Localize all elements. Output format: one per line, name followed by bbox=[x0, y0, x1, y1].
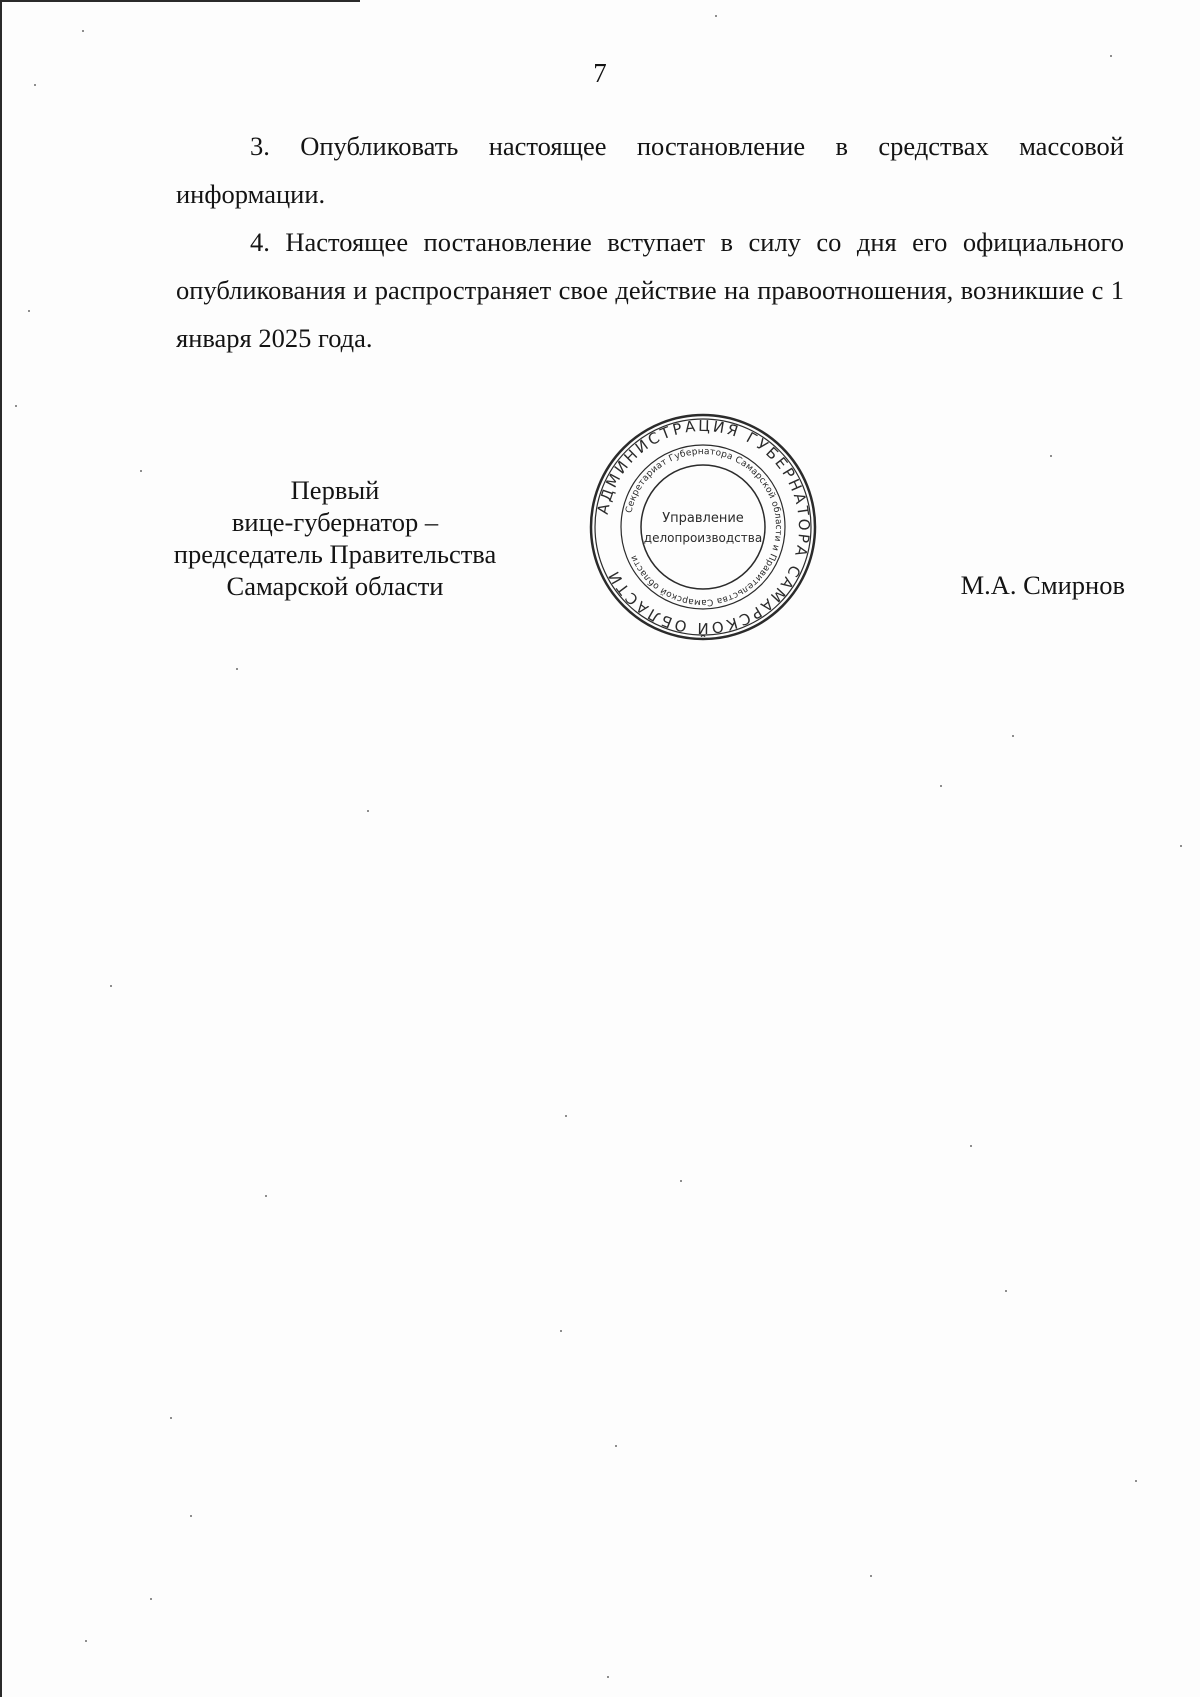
scan-speck bbox=[715, 15, 717, 17]
scan-speck bbox=[110, 985, 112, 987]
scan-speck bbox=[1005, 1290, 1007, 1292]
signatory-position-line: Первый bbox=[290, 475, 380, 505]
scan-speck bbox=[15, 405, 17, 407]
scan-speck bbox=[1050, 455, 1052, 457]
seal-graphic bbox=[588, 412, 818, 642]
scan-speck bbox=[236, 668, 238, 670]
scan-speck bbox=[265, 1195, 267, 1197]
seal-center-line-1: Управление bbox=[662, 511, 744, 526]
scan-speck bbox=[150, 1598, 152, 1600]
scan-speck bbox=[85, 1640, 87, 1642]
seal-outer-textpath: АДМИНИСТРАЦИЯ ГУБЕРНАТОРА САМАРСКОЙ ОБЛАСТИ bbox=[593, 416, 814, 638]
paragraph-3: 3. Опубликовать настоящее постановление в средствах массовой информации. bbox=[176, 131, 1124, 209]
signatory-name: М.А. Смирнов bbox=[960, 570, 1125, 600]
page-number: 7 bbox=[593, 58, 607, 88]
scan-speck bbox=[970, 1145, 972, 1147]
scan-edge-line bbox=[0, 0, 2, 1697]
signatory-position-line: председатель Правительства bbox=[173, 539, 497, 569]
scan-speck bbox=[940, 785, 942, 787]
scan-speck bbox=[367, 810, 369, 812]
paragraph-4: 4. Настоящее постановление вступает в силу со дня его официального опубликования и распространяет свое действие на правоотношения, возникшие с 1 января 2025 года. bbox=[176, 227, 1124, 353]
body-text bbox=[176, 122, 1124, 362]
signatory-position-line: вице-губернатор – bbox=[231, 507, 439, 537]
official-seal-stamp bbox=[588, 412, 818, 642]
scan-speck bbox=[1012, 735, 1014, 737]
scan-speck bbox=[34, 84, 36, 86]
scan-speck bbox=[1110, 55, 1112, 57]
signatory-position bbox=[150, 474, 520, 602]
scan-speck bbox=[1135, 1480, 1137, 1482]
scan-speck bbox=[615, 1445, 617, 1447]
scan-speck bbox=[607, 1676, 609, 1678]
seal-inner-ring-text bbox=[624, 447, 783, 607]
scan-top-line bbox=[0, 0, 360, 2]
scan-speck bbox=[560, 1330, 562, 1332]
scan-speck bbox=[870, 1575, 872, 1577]
scan-speck bbox=[28, 310, 30, 312]
signatory-position-line: Самарской области bbox=[226, 571, 444, 601]
scan-speck bbox=[190, 1515, 192, 1517]
seal-center-line-2: делопроизводства bbox=[643, 531, 763, 545]
scan-speck bbox=[565, 1115, 567, 1117]
scan-speck bbox=[140, 470, 142, 472]
scan-speck bbox=[170, 1417, 172, 1419]
scan-speck bbox=[1180, 845, 1182, 847]
scan-speck bbox=[680, 1180, 682, 1182]
seal-inner-ring-textpath: Секретариат Губернатора Самарской области и Правительства Самарской области bbox=[624, 446, 784, 608]
scan-speck bbox=[82, 30, 84, 32]
